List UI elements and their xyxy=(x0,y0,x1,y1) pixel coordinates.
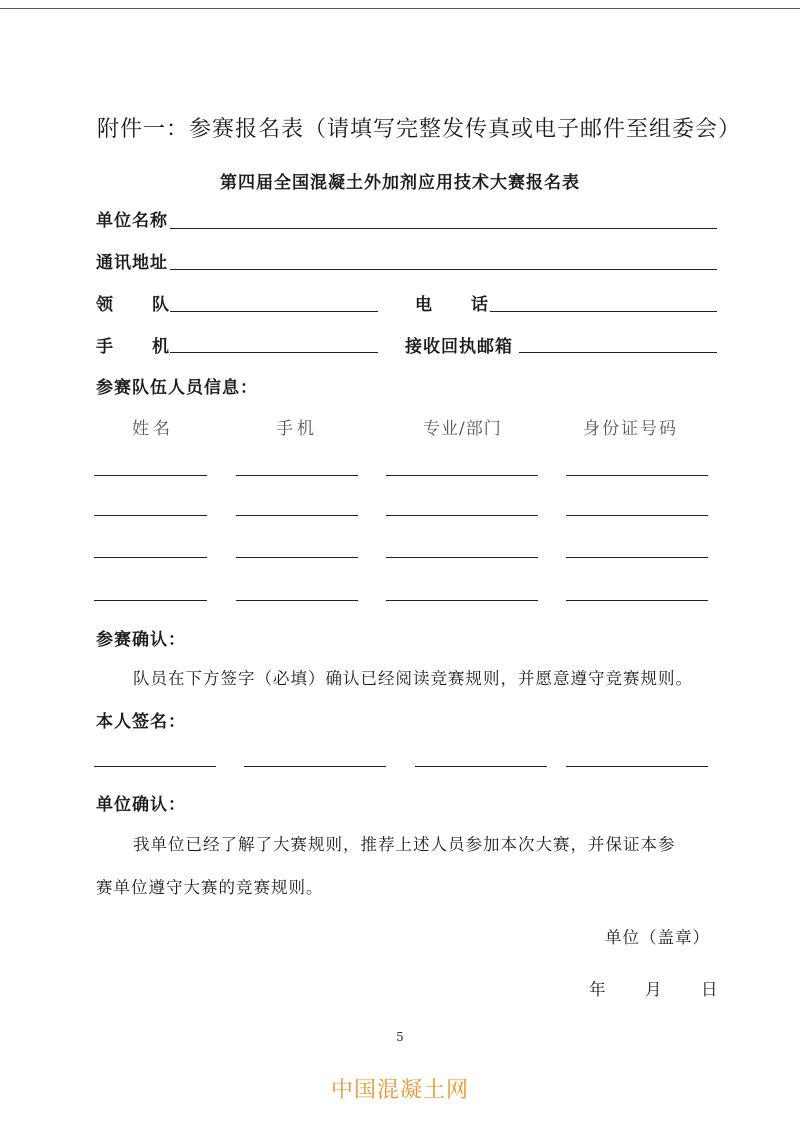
page-number: 5 xyxy=(396,1030,404,1044)
member-1-department-field[interactable] xyxy=(386,475,538,476)
column-header-mobile: 手机 xyxy=(276,419,318,439)
date-year-label: 年 xyxy=(589,980,607,999)
unit-confirm-text-line1: 我单位已经了解了大赛规则，推荐上述人员参加本次大赛，并保证本参 xyxy=(133,835,676,854)
unit-stamp-label: 单位（盖章） xyxy=(605,928,710,947)
mobile-label: 手 机 xyxy=(96,337,170,357)
footer-watermark: 中国混凝土网 xyxy=(330,1078,469,1103)
unit-confirm-text-line2: 赛单位遵守大赛的竞赛规则。 xyxy=(96,878,324,897)
leader-label: 领 队 xyxy=(96,295,170,315)
top-border-line xyxy=(0,8,800,9)
signature-field-4[interactable] xyxy=(566,766,708,767)
member-3-department-field[interactable] xyxy=(386,557,538,558)
leader-field[interactable] xyxy=(170,311,378,312)
participation-confirm-text: 队员在下方签字（必填）确认已经阅读竞赛规则，并愿意遵守竞赛规则。 xyxy=(133,669,693,688)
phone-label: 电 话 xyxy=(415,295,489,315)
phone-field[interactable] xyxy=(490,311,717,312)
member-3-mobile-field[interactable] xyxy=(236,557,358,558)
team-info-label: 参赛队伍人员信息： xyxy=(96,378,258,398)
member-4-department-field[interactable] xyxy=(386,600,538,601)
date-month-label: 月 xyxy=(645,980,663,999)
participation-confirm-label: 参赛确认： xyxy=(96,630,186,650)
column-header-name: 姓名 xyxy=(132,419,174,439)
signature-field-2[interactable] xyxy=(244,766,386,767)
member-2-department-field[interactable] xyxy=(386,515,538,516)
member-1-name-field[interactable] xyxy=(94,475,207,476)
member-2-name-field[interactable] xyxy=(94,515,207,516)
member-4-name-field[interactable] xyxy=(94,600,207,601)
member-2-id-field[interactable] xyxy=(566,515,708,516)
member-3-name-field[interactable] xyxy=(94,557,207,558)
date-day-label: 日 xyxy=(701,980,719,999)
member-1-id-field[interactable] xyxy=(566,475,708,476)
receipt-email-field[interactable] xyxy=(519,352,717,353)
unit-confirm-label: 单位确认： xyxy=(96,795,186,815)
attachment-heading: 附件一：参赛报名表（请填写完整发传真或电子邮件至组委会） xyxy=(97,117,742,142)
mobile-field[interactable] xyxy=(170,352,378,353)
column-header-id-number: 身份证号码 xyxy=(583,419,678,439)
signature-field-3[interactable] xyxy=(415,766,547,767)
member-4-mobile-field[interactable] xyxy=(236,600,358,601)
receipt-email-label: 接收回执邮箱 xyxy=(405,337,513,357)
member-3-id-field[interactable] xyxy=(566,557,708,558)
member-4-id-field[interactable] xyxy=(566,600,708,601)
unit-name-field[interactable] xyxy=(170,228,717,229)
form-title: 第四届全国混凝土外加剂应用技术大赛报名表 xyxy=(220,173,580,193)
unit-name-label: 单位名称 xyxy=(96,211,168,231)
member-1-mobile-field[interactable] xyxy=(236,475,358,476)
address-label: 通讯地址 xyxy=(96,253,168,273)
column-header-department: 专业/部门 xyxy=(423,419,502,439)
signature-label: 本人签名： xyxy=(96,712,186,732)
signature-field-1[interactable] xyxy=(94,766,216,767)
member-2-mobile-field[interactable] xyxy=(236,515,358,516)
address-field[interactable] xyxy=(170,269,717,270)
